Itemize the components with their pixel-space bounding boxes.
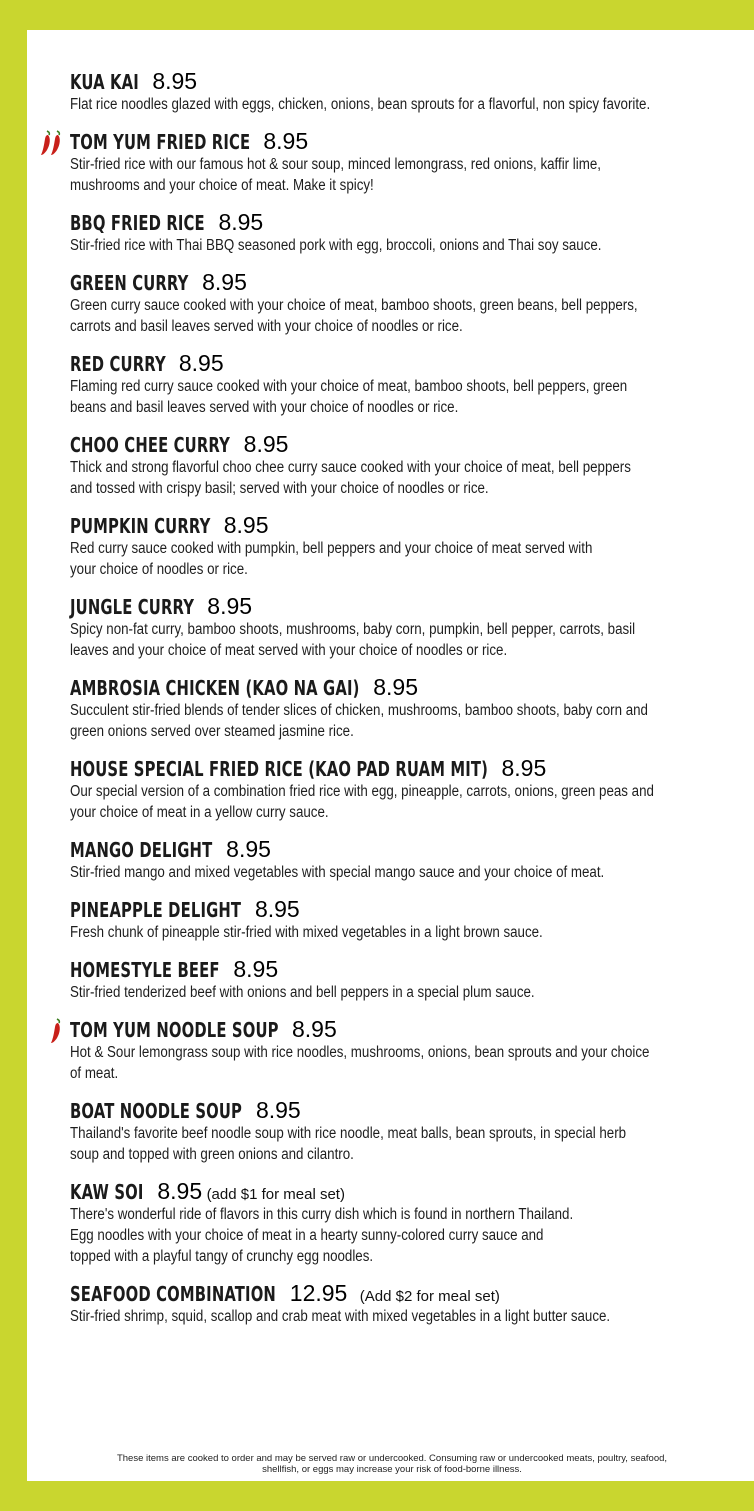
menu-item	[70, 350, 710, 418]
menu-item-note: (add $1 for meal set)	[206, 1186, 345, 1203]
menu-item-header	[70, 209, 710, 235]
menu-item	[70, 593, 710, 661]
menu-item-description-line: Stir-fried shrimp, squid, scallop and crab meat with mixed vegetables in a light butter sauce.	[70, 1308, 611, 1325]
menu-item-description	[70, 457, 702, 499]
menu-item-price: 8.95	[263, 128, 309, 154]
menu-item-price: 8.95	[157, 1178, 203, 1204]
menu-item-description-line: carrots and basil leaves served with your choice of noodles or rice.	[70, 318, 463, 335]
menu-item-description	[70, 982, 702, 1003]
menu-item-description-line: beans and basil leaves served with your choice of noodles or rice.	[70, 399, 459, 416]
menu-item-price: 8.95	[218, 209, 264, 235]
menu-item-description	[70, 1042, 702, 1084]
menu-item-description	[70, 235, 702, 256]
menu-item	[70, 128, 710, 196]
menu-item-name: GREEN CURRY	[70, 271, 189, 295]
menu-item-name: RED CURRY	[70, 352, 166, 376]
chili-pepper-icon	[50, 1018, 62, 1049]
menu-item-name: HOMESTYLE BEEF	[70, 958, 220, 982]
menu-item-header	[70, 1097, 710, 1123]
menu-item-description	[70, 154, 702, 196]
menu-item-description	[70, 94, 702, 115]
menu-item-header	[70, 68, 710, 94]
menu-item-header	[70, 1016, 710, 1042]
menu-item-description	[70, 862, 702, 883]
menu-item-description	[70, 1306, 702, 1327]
menu-item-description-line: mushrooms and your choice of meat. Make it spicy!	[70, 177, 374, 194]
menu-item-description-line: Stir-fried rice with our famous hot & sour soup, minced lemongrass, red onions, kaffir lime,	[70, 156, 601, 173]
menu-item-price: 8.95	[243, 431, 289, 457]
menu-item-header	[70, 674, 710, 700]
menu-item-description-line: Thailand's favorite beef noodle soup with rice noodle, meat balls, bean sprouts, in special herb	[70, 1125, 627, 1142]
menu-item-description-line: your choice of meat in a yellow curry sauce.	[70, 804, 329, 821]
menu-item-description	[70, 922, 702, 943]
menu-item-description-line: Green curry sauce cooked with your choice of meat, bamboo shoots, green beans, bell peppers,	[70, 297, 638, 314]
menu-item-description-line: topped with a playful tangy of crunchy egg noodles.	[70, 1248, 374, 1265]
menu-item	[70, 512, 710, 580]
menu-item-description-line: Flaming red curry sauce cooked with your choice of meat, bamboo shoots, bell peppers, green	[70, 378, 628, 395]
disclaimer-line: shellfish, or eggs may increase your risk of food-borne illness.	[262, 1464, 522, 1475]
menu-item-description	[70, 619, 702, 661]
menu-list	[70, 68, 710, 1340]
menu-item-description	[70, 1123, 702, 1165]
menu-item-description-line: and tossed with crispy basil; served with your choice of noodles or rice.	[70, 480, 489, 497]
menu-item	[70, 209, 710, 256]
menu-item-description-line: Flat rice noodles glazed with eggs, chicken, onions, bean sprouts for a flavorful, non spicy favorite.	[70, 96, 651, 113]
menu-item-description-line: your choice of noodles or rice.	[70, 561, 248, 578]
menu-item-header	[70, 128, 710, 154]
food-safety-disclaimer	[89, 1453, 695, 1475]
menu-item	[70, 755, 710, 823]
menu-item-name: TOM YUM NOODLE SOUP	[70, 1018, 279, 1042]
menu-item-description-line: Red curry sauce cooked with pumpkin, bell peppers and your choice of meat served with	[70, 540, 593, 557]
menu-item-header	[70, 593, 710, 619]
menu-item-header	[70, 1178, 710, 1204]
menu-item-name: TOM YUM FRIED RICE	[70, 130, 251, 154]
menu-item-description	[70, 700, 702, 742]
menu-item-description-line: of meat.	[70, 1065, 119, 1082]
menu-item-description-line: Spicy non-fat curry, bamboo shoots, mushrooms, baby corn, pumpkin, bell pepper, carrots, basil	[70, 621, 636, 638]
menu-item-description-line: There's wonderful ride of flavors in this curry dish which is found in northern Thailand.	[70, 1206, 574, 1223]
menu-item-price: 8.95	[292, 1016, 337, 1042]
menu-item-price: 8.95	[233, 956, 279, 982]
menu-item-header	[70, 755, 710, 781]
menu-item-header	[70, 350, 710, 376]
menu-item-price: 8.95	[178, 350, 224, 376]
menu-item-name: HOUSE SPECIAL FRIED RICE (KAO PAD RUAM MIT)	[70, 757, 489, 781]
menu-item-price: 8.95	[254, 896, 300, 922]
menu-item	[70, 674, 710, 742]
menu-item	[70, 68, 710, 115]
menu-item-description-line: Succulent stir-fried blends of tender slices of chicken, mushrooms, bamboo shoots, baby corn and	[70, 702, 648, 719]
menu-item-name: SEAFOOD COMBINATION	[70, 1282, 276, 1306]
menu-item-price: 8.95	[152, 68, 198, 94]
menu-item	[70, 836, 710, 883]
menu-item	[70, 896, 710, 943]
menu-item-name: JUNGLE CURRY	[70, 595, 195, 619]
menu-item-description-line: Egg noodles with your choice of meat in a hearty sunny-colored curry sauce and	[70, 1227, 544, 1244]
menu-item-header	[70, 512, 710, 538]
menu-item-description-line: Hot & Sour lemongrass soup with rice noodles, mushrooms, onions, bean sprouts and your choice	[70, 1044, 650, 1061]
menu-item-price: 8.95	[202, 269, 247, 295]
menu-item-price: 8.95	[226, 836, 271, 862]
menu-item-description-line: Fresh chunk of pineapple stir-fried with mixed vegetables in a light brown sauce.	[70, 924, 543, 941]
menu-item-name: KUA KAI	[70, 70, 139, 94]
menu-item-header	[70, 896, 710, 922]
menu-item-description-line: Our special version of a combination fried rice with egg, pineapple, carrots, onions, green peas and	[70, 783, 654, 800]
menu-item-name: CHOO CHEE CURRY	[70, 433, 230, 457]
menu-item-header	[70, 431, 710, 457]
menu-item-name: PUMPKIN CURRY	[70, 514, 211, 538]
menu-item-description-line: Thick and strong flavorful choo chee curry sauce cooked with your choice of meat, bell peppers	[70, 459, 631, 476]
menu-item-header	[70, 269, 710, 295]
menu-item-note: (Add $2 for meal set)	[359, 1288, 500, 1305]
menu-item-price: 8.95	[223, 512, 269, 538]
menu-item-description-line: soup and topped with green onions and cilantro.	[70, 1146, 354, 1163]
menu-item-price: 8.95	[255, 1097, 301, 1123]
menu-item-description-line: green onions served over steamed jasmine rice.	[70, 723, 354, 740]
menu-item-header	[70, 836, 710, 862]
menu-item-description-line: Stir-fried rice with Thai BBQ seasoned pork with egg, broccoli, onions and Thai soy sauce.	[70, 237, 602, 254]
menu-item-header	[70, 956, 710, 982]
menu-item	[70, 269, 710, 337]
menu-item-header	[70, 1280, 710, 1306]
menu-item	[70, 1178, 710, 1267]
menu-item-description-line: Stir-fried mango and mixed vegetables with special mango sauce and your choice of meat.	[70, 864, 605, 881]
menu-item-name: KAW SOI	[70, 1180, 144, 1204]
disclaimer-line: These items are cooked to order and may be served raw or undercooked. Consuming raw or undercooked meats, poultry, seafood,	[116, 1453, 668, 1464]
menu-item-description	[70, 781, 702, 823]
menu-item-description-line: leaves and your choice of meat served with your choice of noodles or rice.	[70, 642, 508, 659]
chili-pepper-icon	[50, 130, 62, 161]
menu-item	[70, 1016, 710, 1084]
menu-item	[70, 956, 710, 1003]
menu-page	[27, 30, 754, 1481]
menu-item-description	[70, 1204, 702, 1267]
menu-item-name: BBQ FRIED RICE	[70, 211, 205, 235]
menu-item-description	[70, 538, 702, 580]
menu-item-description-line: Stir-fried tenderized beef with onions and bell peppers in a special plum sauce.	[70, 984, 535, 1001]
menu-item	[70, 431, 710, 499]
menu-item-price: 8.95	[373, 674, 418, 700]
menu-item-description	[70, 295, 702, 337]
menu-item	[70, 1097, 710, 1165]
menu-item-name: MANGO DELIGHT	[70, 838, 213, 862]
menu-item-name: AMBROSIA CHICKEN (KAO NA GAI)	[70, 676, 360, 700]
menu-item-name: PINEAPPLE DELIGHT	[70, 898, 242, 922]
menu-item	[70, 1280, 710, 1327]
menu-item-name: BOAT NOODLE SOUP	[70, 1099, 243, 1123]
menu-item-price: 8.95	[501, 755, 547, 781]
menu-item-price: 12.95	[289, 1280, 348, 1306]
menu-item-description	[70, 376, 702, 418]
menu-item-price: 8.95	[207, 593, 253, 619]
